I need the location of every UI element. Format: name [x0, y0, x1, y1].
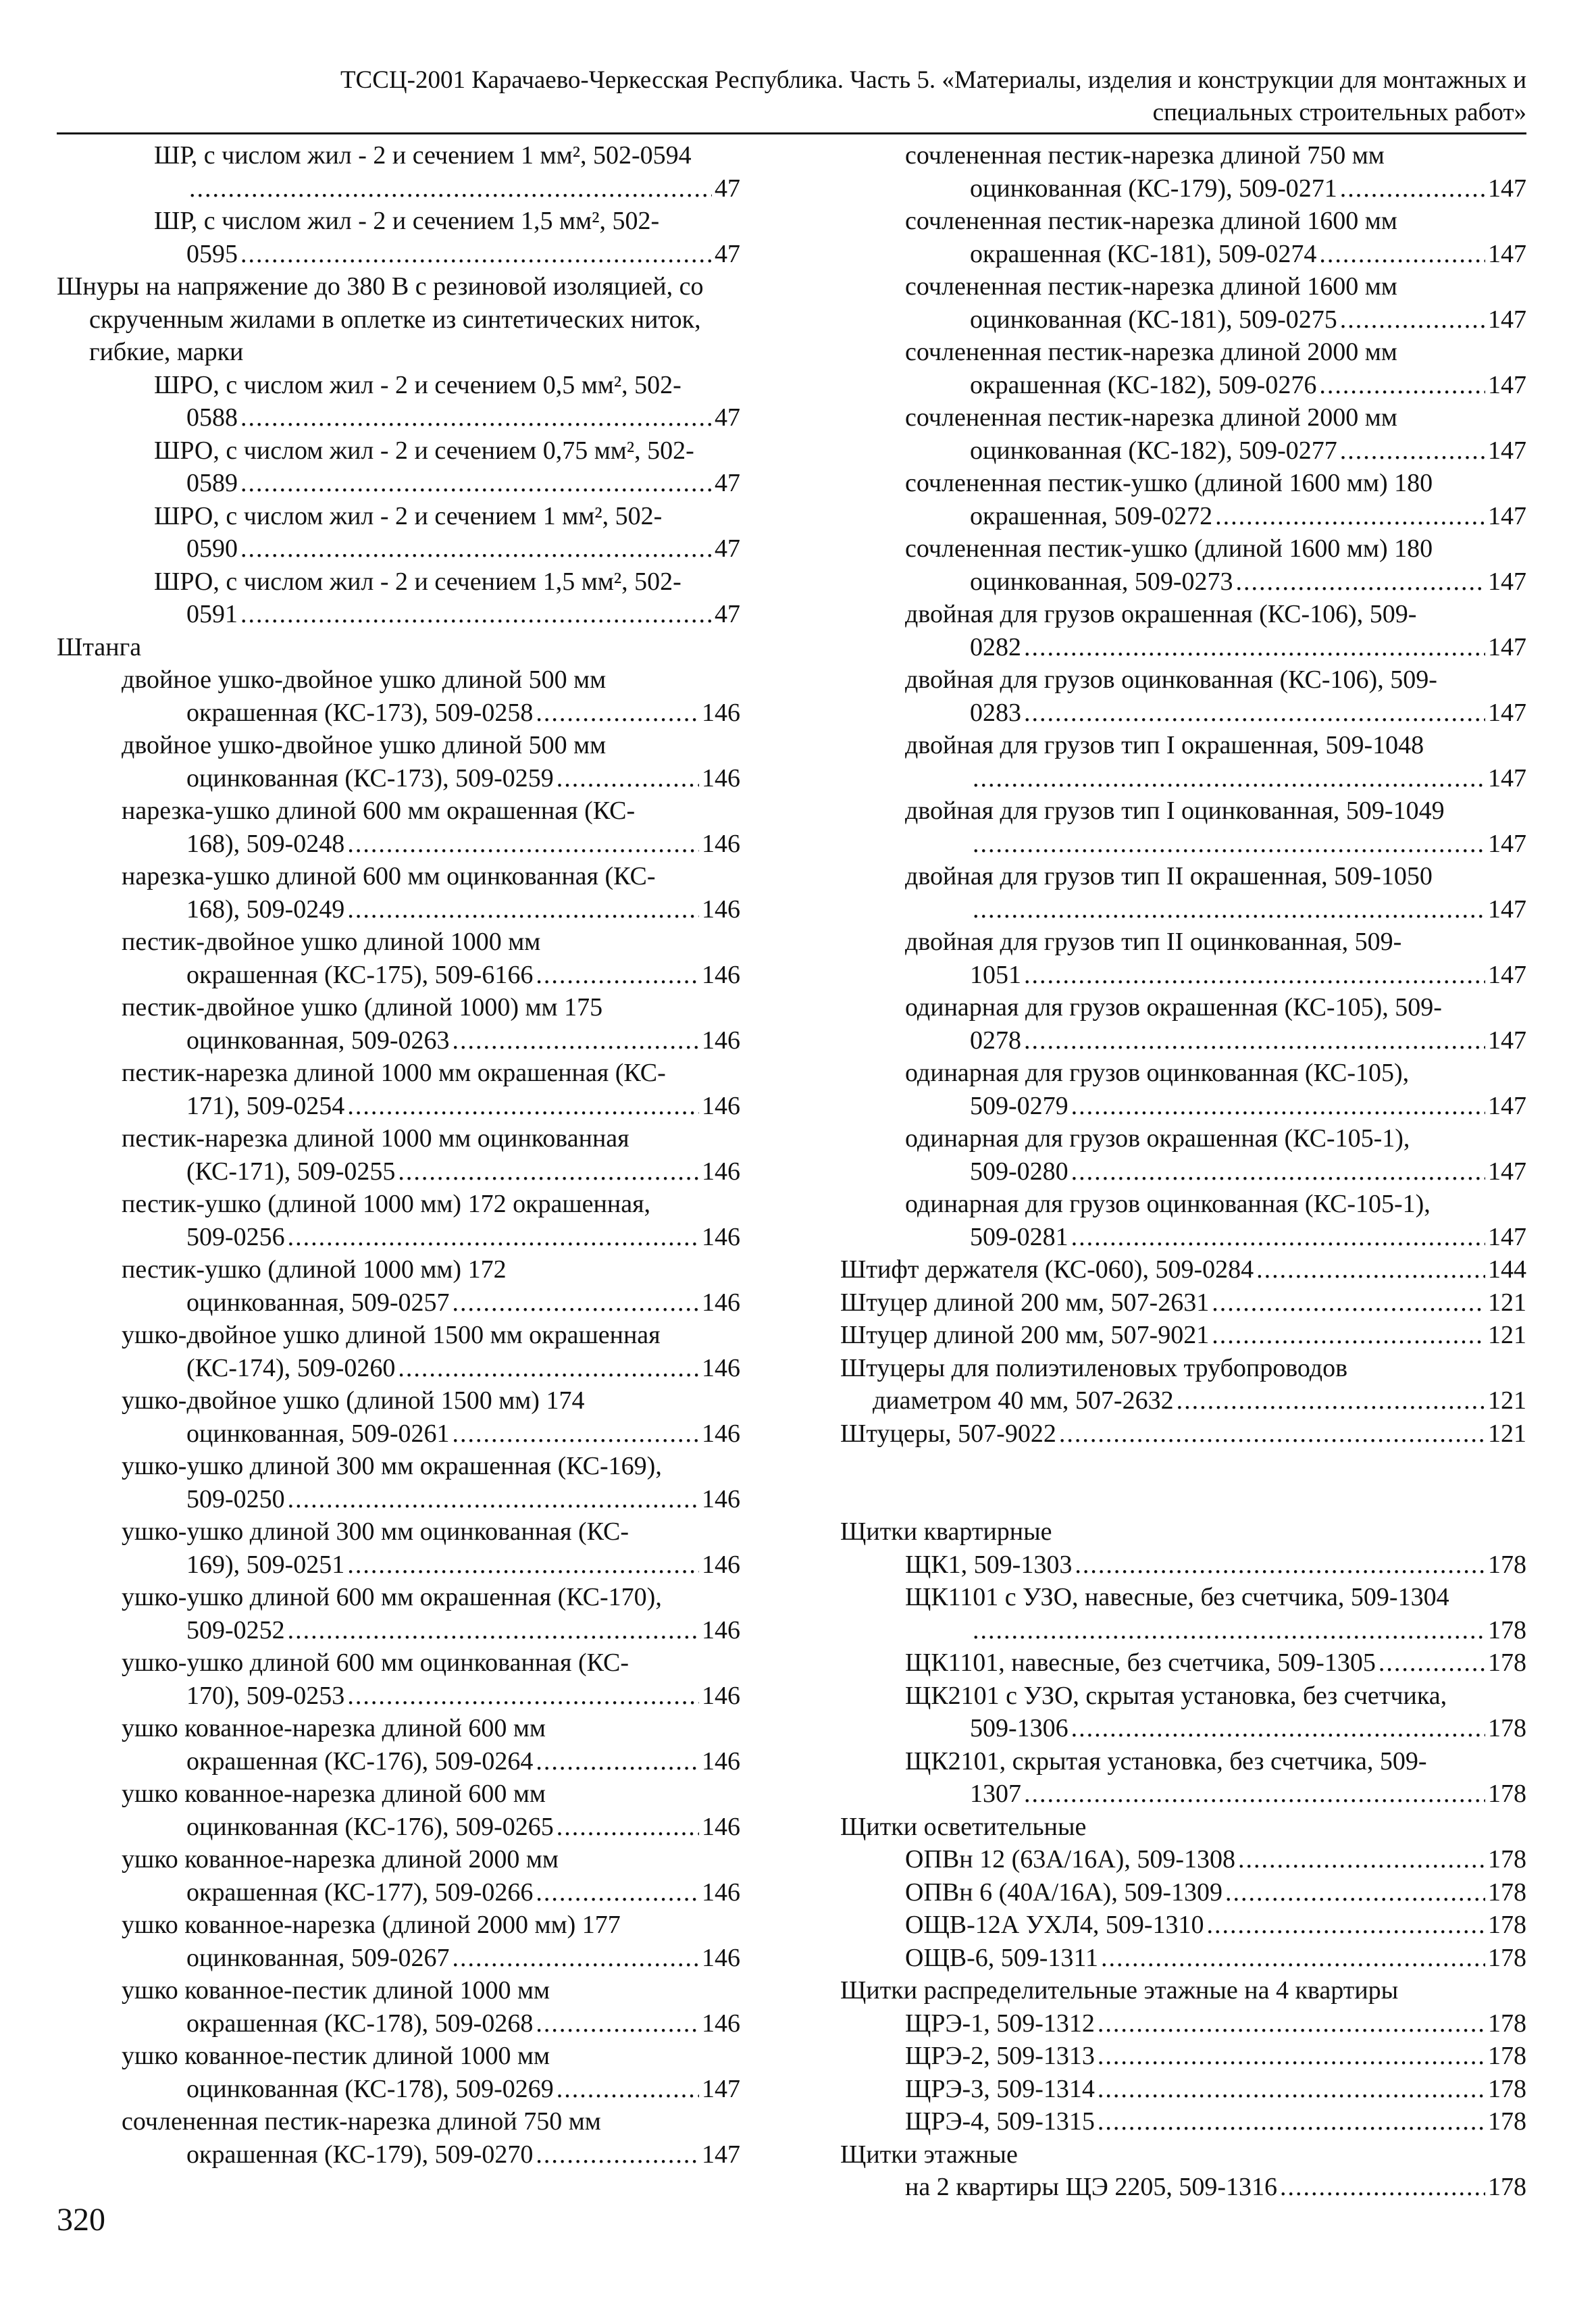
index-group-shtanga-cont: [840, 139, 1526, 1253]
leader-dots: [1379, 1646, 1485, 1680]
page-ref: 178: [1488, 2042, 1526, 2070]
index-entry: ЩРЭ-3, 509-1314 ..... 178: [840, 2073, 1526, 2106]
page-ref: 147: [1488, 370, 1526, 399]
leader-dots: [347, 1090, 699, 1123]
index-entry: ОПВн 6 (40А/16А), 509-1309 ..... 178: [840, 1876, 1526, 1909]
leader-dots: [536, 1745, 699, 1778]
leader-dots: [536, 1876, 699, 1909]
leader-dots: [557, 1811, 699, 1844]
leader-dots: [536, 697, 699, 730]
page-ref: 147: [1488, 567, 1526, 596]
page-ref: 146: [702, 1026, 740, 1055]
index-entry: двойная для грузов оцинкованная (КС-106), 509- 0283 ..... 147: [840, 663, 1526, 729]
page-ref: 146: [702, 1353, 740, 1382]
index-entry: сочлененная пестик-нарезка длиной 750 мм оцинкованная (КС-179), 509-0271 ..... 147: [840, 139, 1526, 205]
leader-dots: [1212, 1319, 1485, 1352]
leader-dots: [1215, 500, 1485, 533]
page-ref: 146: [702, 960, 740, 989]
page-ref: 178: [1488, 1714, 1526, 1742]
index-entry: ушко кованное-нарезка длиной 600 мм окрашенная (КС-176), 509-0264 ..... 146: [57, 1712, 740, 1778]
leader-dots: [1225, 1876, 1485, 1909]
header-title-line1: ТССЦ-2001 Карачаево-Черкесская Республика. Часть 5. «Материалы, изделия и конструкции для монтажных и: [340, 66, 1526, 94]
page-ref: 47: [715, 239, 740, 268]
index-column-right: [840, 139, 1526, 2204]
index-entry: ушко кованное-нарезка длиной 2000 мм окрашенная (КС-177), 509-0266 ..... 146: [57, 1843, 740, 1909]
index-group-shtanga: [57, 663, 740, 2171]
index-entry: ушко кованное-пестик длиной 1000 мм окрашенная (КС-178), 509-0268 ..... 146: [57, 1974, 740, 2040]
leader-dots: [347, 1549, 699, 1582]
index-entry: ШРО, с числом жил - 2 и сечением 1 мм², 502- 0590 ..... 47: [57, 500, 740, 565]
leader-dots: [1098, 2073, 1485, 2106]
index-entry: одинарная для грузов оцинкованная (КС-105), 509-0279 ..... 147: [840, 1057, 1526, 1122]
page-ref: 147: [1488, 698, 1526, 727]
leader-dots: [1280, 2171, 1485, 2204]
index-entry: ШР, с числом жил - 2 и сечением 1 мм², 502-0594 ..... 47: [57, 139, 740, 205]
leader-dots: [1024, 1778, 1485, 1811]
index-group-shk: [840, 1549, 1526, 1811]
page-header: [57, 64, 1526, 129]
leader-dots: [1340, 172, 1485, 205]
leader-dots: [453, 1286, 699, 1319]
index-entry: ушко кованное-пестик длиной 1000 мм оцинкованная (КС-178), 509-0269 ..... 147: [57, 2040, 740, 2105]
index-entry: ЩРЭ-1, 509-1312 ..... 178: [840, 2007, 1526, 2040]
index-entry: ушко-двойное ушко (длиной 1500 мм) 174 оцинкованная, 509-0261 ..... 146: [57, 1384, 740, 1450]
leader-dots: [973, 828, 1485, 861]
index-entry: сочлененная пестик-нарезка длиной 2000 мм оцинкованная (КС-182), 509-0277 ..... 147: [840, 401, 1526, 467]
page-ref: 146: [702, 1157, 740, 1186]
index-entry: сочлененная пестик-ушко (длиной 1600 мм) 180 оцинкованная, 509-0273 ..... 147: [840, 532, 1526, 598]
index-entry: двойная для грузов окрашенная (КС-106), 509- 0282 ..... 147: [840, 598, 1526, 663]
page-ref: 178: [1488, 2173, 1526, 2201]
leader-dots: [347, 893, 699, 926]
page-ref: 146: [702, 1943, 740, 1972]
leader-dots: [1340, 303, 1485, 336]
page-ref: 47: [715, 534, 740, 563]
index-entry: ушко-ушко длиной 600 мм оцинкованная (КС- 170), 509-0253 ..... 146: [57, 1646, 740, 1712]
page-ref: 147: [1488, 174, 1526, 203]
page-ref: 147: [1488, 1026, 1526, 1055]
index-entry: пестик-нарезка длиной 1000 мм окрашенная (КС- 171), 509-0254 ..... 146: [57, 1057, 740, 1122]
leader-dots: [1024, 1024, 1485, 1057]
leader-dots: [973, 893, 1485, 926]
index-entry: двойное ушко-двойное ушко длиной 500 мм окрашенная (КС-173), 509-0258 ..... 146: [57, 663, 740, 729]
leader-dots: [1212, 1286, 1485, 1319]
page-ref: 146: [702, 1681, 740, 1710]
index-entry: сочлененная пестик-ушко (длиной 1600 мм) 180 окрашенная, 509-0272 ..... 147: [840, 467, 1526, 532]
leader-dots: [1319, 369, 1485, 402]
leader-dots: [453, 1417, 699, 1451]
page-ref: 47: [715, 403, 740, 432]
index-entry: сочлененная пестик-нарезка длиной 2000 мм окрашенная (КС-182), 509-0276 ..... 147: [840, 336, 1526, 401]
leader-dots: [1071, 1221, 1485, 1254]
leader-dots: [1238, 1843, 1485, 1876]
leader-dots: [536, 2138, 699, 2171]
index-entry: нарезка-ушко длиной 600 мм оцинкованная (КС- 168), 509-0249 ..... 146: [57, 860, 740, 926]
page-ref: 146: [702, 1615, 740, 1644]
page-ref: 144: [1488, 1255, 1526, 1284]
leader-dots: [1098, 2105, 1485, 2138]
index-entry: ШР, с числом жил - 2 и сечением 1,5 мм², 502- 0595 ..... 47: [57, 205, 740, 270]
page-ref: 146: [702, 698, 740, 727]
index-entry: ЩК1101 с УЗО, навесные, без счетчика, 509-1304 ..... 178: [840, 1581, 1526, 1646]
page-ref: 146: [702, 1812, 740, 1841]
leader-dots: [1075, 1549, 1485, 1582]
page-number: 320: [57, 2202, 105, 2238]
index-entry: двойная для грузов тип II оцинкованная, 509- 1051 ..... 147: [840, 926, 1526, 991]
leader-dots: [240, 238, 712, 271]
page-ref: 47: [715, 469, 740, 497]
index-entry: сочлененная пестик-нарезка длиной 1600 мм оцинкованная (КС-181), 509-0275 ..... 147: [840, 270, 1526, 336]
page-ref: 147: [1488, 1222, 1526, 1251]
index-group-shr: [840, 2007, 1526, 2138]
index-heading-shk: Щитки квартирные: [840, 1517, 1052, 1546]
page-ref: 147: [1488, 305, 1526, 334]
index-entry: ШРО, с числом жил - 2 и сечением 0,75 мм², 502- 0589 ..... 47: [57, 434, 740, 500]
leader-dots: [1256, 1253, 1485, 1286]
leader-dots: [453, 1024, 699, 1057]
page-ref: 146: [702, 1484, 740, 1513]
page-ref: 121: [1488, 1386, 1526, 1415]
leader-dots: [1024, 959, 1485, 992]
index-entry: ушко кованное-нарезка (длиной 2000 мм) 177 оцинкованная, 509-0267 ..... 146: [57, 1909, 740, 1974]
index-entry: нарезка-ушко длиной 600 мм окрашенная (КС- 168), 509-0248 ..... 146: [57, 795, 740, 860]
leader-dots: [1071, 1155, 1485, 1188]
page-ref: 146: [702, 895, 740, 924]
page-ref: 178: [1488, 1615, 1526, 1644]
index-entry: Штуцеры для полиэтиленовых трубопроводов диаметром 40 мм, 507-2632 ..... 121: [840, 1352, 1526, 1417]
page-ref: 146: [702, 1419, 740, 1448]
leader-dots: [1319, 238, 1485, 271]
page-ref: 147: [1488, 1091, 1526, 1120]
page-ref: 146: [702, 1222, 740, 1251]
index-entry: ЩРЭ-2, 509-1313 ..... 178: [840, 2040, 1526, 2073]
index-entry: сочлененная пестик-нарезка длиной 1600 мм окрашенная (КС-181), 509-0274 ..... 147: [840, 205, 1526, 270]
page-ref: 47: [715, 174, 740, 203]
index-entry: ушко-ушко длиной 600 мм окрашенная (КС-170), 509-0252 ..... 146: [57, 1581, 740, 1646]
page-ref: 147: [702, 2074, 740, 2103]
index-heading-shtanga: Штанга: [57, 632, 142, 661]
page-ref: 178: [1488, 1649, 1526, 1677]
index-entry: пестик-двойное ушко (длиной 1000) мм 175 оцинкованная, 509-0263 ..... 146: [57, 991, 740, 1057]
index-entry: на 2 квартиры ЩЭ 2205, 509-1316 ..... 178: [840, 2171, 1526, 2204]
page-ref: 178: [1488, 2009, 1526, 2038]
index-entry: ЩК2101 с УЗО, скрытая установка, без счетчика, 509-1306 ..... 178: [840, 1680, 1526, 1745]
page-ref: 146: [702, 1091, 740, 1120]
leader-dots: [453, 1942, 699, 1975]
page-ref: 146: [702, 829, 740, 858]
leader-dots: [240, 598, 712, 631]
index-heading-she: Щитки этажные: [840, 2140, 1018, 2169]
index-entry: пестик-ушко (длиной 1000 мм) 172 окрашенная, 509-0256 ..... 146: [57, 1188, 740, 1253]
index-entry: ЩК1, 509-1303 ..... 178: [840, 1549, 1526, 1582]
index-entry: двойное ушко-двойное ушко длиной 500 мм оцинкованная (КС-173), 509-0259 ..... 146: [57, 729, 740, 795]
page-ref: 147: [1488, 436, 1526, 465]
leader-dots: [536, 959, 699, 992]
index-column-left: [57, 139, 740, 2171]
index-entry: ушко-ушко длиной 300 мм оцинкованная (КС- 169), 509-0251 ..... 146: [57, 1515, 740, 1581]
index-entry: одинарная для грузов окрашенная (КС-105), 509- 0278 ..... 147: [840, 991, 1526, 1057]
leader-dots: [347, 1680, 699, 1713]
page-ref: 147: [1488, 632, 1526, 661]
index-entry: Штуцеры, 507-9022 ..... 121: [840, 1417, 1526, 1451]
index-entry: пестик-двойное ушко длиной 1000 мм окрашенная (КС-175), 509-6166 ..... 146: [57, 926, 740, 991]
page-ref: 178: [1488, 2107, 1526, 2136]
leader-dots: [1071, 1712, 1485, 1745]
index-entry: двойная для грузов тип I оцинкованная, 509-1049 ..... 147: [840, 795, 1526, 860]
page-ref: 121: [1488, 1419, 1526, 1448]
leader-dots: [240, 401, 712, 434]
leader-dots: [536, 2007, 699, 2040]
page-ref: 147: [1488, 763, 1526, 793]
index-group-she: [840, 2171, 1526, 2204]
leader-dots: [557, 2073, 699, 2106]
page-ref: 178: [1488, 1780, 1526, 1808]
index-entry: ЩК2101, скрытая установка, без счетчика, 509- 1307 ..... 178: [840, 1745, 1526, 1811]
page-ref: 178: [1488, 1550, 1526, 1579]
header-rule: [57, 132, 1526, 134]
leader-dots: [347, 828, 699, 861]
leader-dots: [189, 172, 712, 205]
leader-dots: [1207, 1909, 1486, 1942]
leader-dots: [288, 1483, 699, 1516]
section-gap: [840, 1450, 1526, 1515]
index-entry: Штифт держателя (КС-060), 509-0284 ..... 144: [840, 1253, 1526, 1286]
index-entry: ушко-двойное ушко длиной 1500 мм окрашенная (КС-174), 509-0260 ..... 146: [57, 1319, 740, 1384]
page-ref: 178: [1488, 1878, 1526, 1907]
page-ref: 47: [715, 600, 740, 628]
page-ref: 147: [1488, 501, 1526, 530]
leader-dots: [1177, 1384, 1485, 1417]
index-entry: двойная для грузов тип II окрашенная, 509-1050 ..... 147: [840, 860, 1526, 926]
header-title-line2: специальных строительных работ»: [1152, 99, 1526, 126]
leader-dots: [973, 762, 1485, 795]
index-entry: ушко кованное-нарезка длиной 600 мм оцинкованная (КС-176), 509-0265 ..... 146: [57, 1778, 740, 1843]
index-entry: ЩРЭ-4, 509-1315 ..... 178: [840, 2105, 1526, 2138]
index-entry: ОЩВ-6, 509-1311 ..... 178: [840, 1942, 1526, 1975]
index-entry: ЩК1101, навесные, без счетчика, 509-1305 ..... 178: [840, 1646, 1526, 1680]
page-ref: 121: [1488, 1321, 1526, 1349]
leader-dots: [557, 762, 699, 795]
index-entry: одинарная для грузов оцинкованная (КС-105-1), 509-0281 ..... 147: [840, 1188, 1526, 1253]
leader-dots: [288, 1614, 699, 1647]
page-ref: 146: [702, 763, 740, 793]
page-ref: 178: [1488, 1845, 1526, 1873]
leader-dots: [1059, 1417, 1485, 1451]
page-ref: 146: [702, 1746, 740, 1776]
leader-dots: [398, 1155, 699, 1188]
page-ref: 178: [1488, 1943, 1526, 1972]
leader-dots: [1340, 434, 1485, 468]
leader-dots: [288, 1221, 699, 1254]
leader-dots: [1098, 2007, 1485, 2040]
index-entry: ШРО, с числом жил - 2 и сечением 0,5 мм², 502- 0588 ..... 47: [57, 369, 740, 434]
leader-dots: [1236, 565, 1485, 599]
page-ref: 178: [1488, 1911, 1526, 1939]
page-ref: 147: [1488, 960, 1526, 989]
index-heading-sho: Щитки осветительные: [840, 1812, 1087, 1841]
leader-dots: [973, 1614, 1485, 1647]
index-heading-shnury: Шнуры на напряжение до 380 В с резиновой изоляцией, со скрученным жилами в оплетке из синтетических ниток, гибкие, марки: [57, 272, 704, 366]
index-entry: ОЩВ-12А УХЛ4, 509-1310 ..... 178: [840, 1909, 1526, 1942]
index-entry: ушко-ушко длиной 300 мм окрашенная (КС-169), 509-0250 ..... 146: [57, 1450, 740, 1515]
page-ref: 121: [1488, 1288, 1526, 1317]
index-entry: пестик-нарезка длиной 1000 мм оцинкованная (КС-171), 509-0255 ..... 146: [57, 1122, 740, 1188]
leader-dots: [240, 467, 712, 500]
index-entry: сочлененная пестик-нарезка длиной 750 мм окрашенная (КС-179), 509-0270 ..... 147: [57, 2105, 740, 2171]
leader-dots: [240, 532, 712, 565]
page-ref: 147: [1488, 895, 1526, 924]
page-ref: 146: [702, 1550, 740, 1579]
leader-dots: [1098, 2040, 1485, 2073]
leader-dots: [1071, 1090, 1485, 1123]
page-ref: 146: [702, 1288, 740, 1317]
index-heading-shr: Щитки распределительные этажные на 4 квартиры: [840, 1976, 1399, 2005]
page-ref: 178: [1488, 2074, 1526, 2103]
index-entry: ОПВн 12 (63А/16А), 509-1308 ..... 178: [840, 1843, 1526, 1876]
page-ref: 147: [1488, 829, 1526, 858]
page-ref: 147: [1488, 1157, 1526, 1186]
page-ref: 146: [702, 2009, 740, 2038]
index-entry: одинарная для грузов окрашенная (КС-105-1), 509-0280 ..... 147: [840, 1122, 1526, 1188]
leader-dots: [1024, 697, 1485, 730]
page-ref: 147: [1488, 239, 1526, 268]
index-entry: пестик-ушко (длиной 1000 мм) 172 оцинкованная, 509-0257 ..... 146: [57, 1253, 740, 1319]
index-entry: Штуцер длиной 200 мм, 507-2631 ..... 121: [840, 1286, 1526, 1319]
leader-dots: [1101, 1942, 1485, 1975]
index-group-sho: [840, 1843, 1526, 1974]
index-entry: ШРО, с числом жил - 2 и сечением 1,5 мм², 502- 0591 ..... 47: [57, 565, 740, 631]
index-entry: Штуцер длиной 200 мм, 507-9021 ..... 121: [840, 1319, 1526, 1352]
leader-dots: [398, 1352, 699, 1385]
leader-dots: [1024, 631, 1485, 664]
page-ref: 146: [702, 1878, 740, 1907]
index-entry: двойная для грузов тип I окрашенная, 509-1048 ..... 147: [840, 729, 1526, 795]
page-ref: 147: [702, 2140, 740, 2169]
